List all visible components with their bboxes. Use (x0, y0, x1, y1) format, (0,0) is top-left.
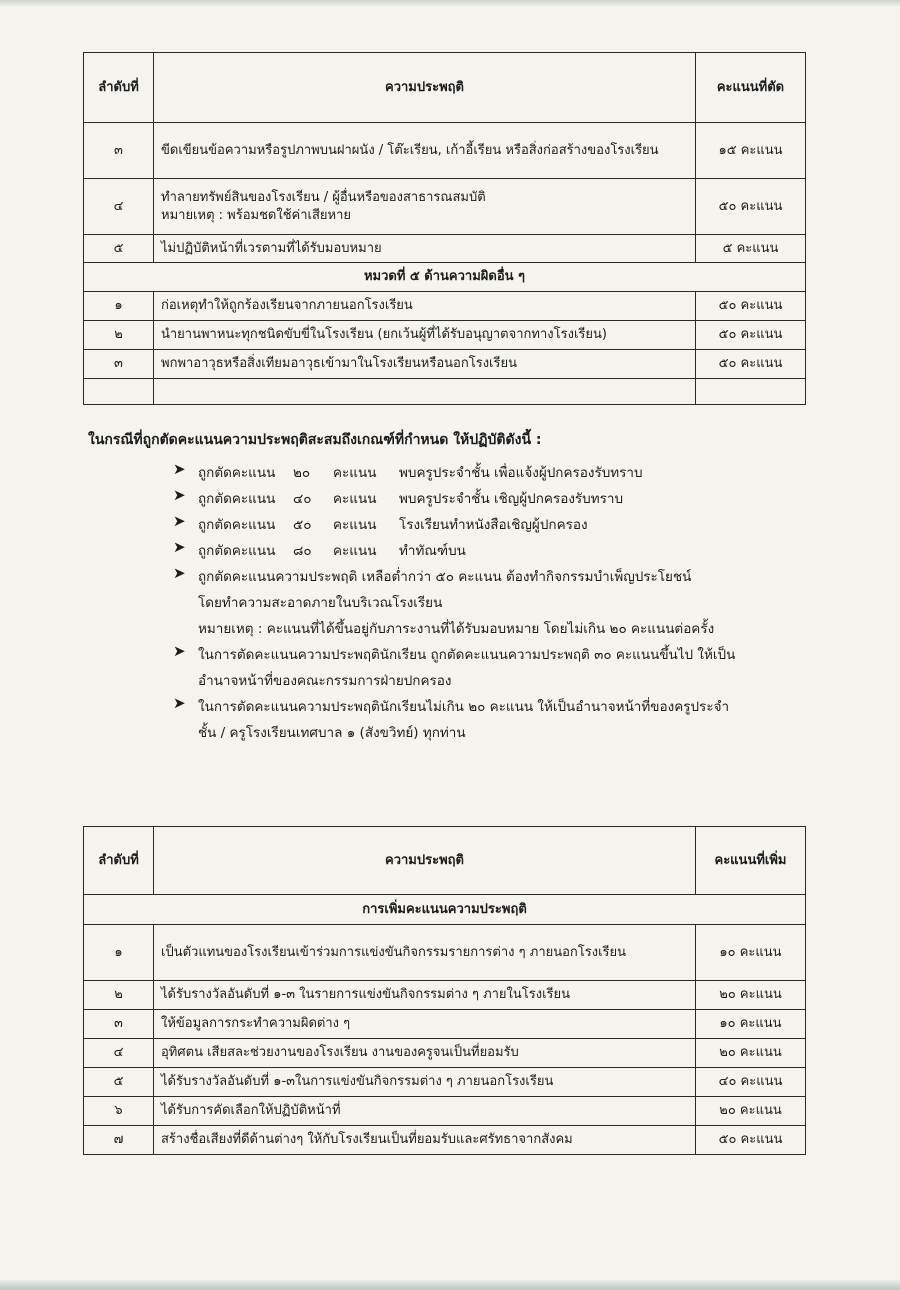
table-row (84, 925, 806, 981)
table-row (84, 350, 806, 379)
rule-note: หมายเหตุ : คะแนนที่ได้ขึ้นอยู่กับภาระงานที่ได้รับมอบหมาย โดยไม่เกิน ๒๐ คะแนนต่อครั้ง (198, 621, 715, 637)
section-row (84, 263, 806, 292)
table-header-row (84, 827, 806, 895)
arrow-bullet-icon: ➤ (173, 642, 186, 660)
arrow-bullet-icon: ➤ (173, 694, 186, 712)
row-index: ๓ (84, 350, 154, 379)
rule-label: ถูกตัดคะแนน (198, 517, 276, 533)
rule-label: ถูกตัดคะแนน (198, 543, 276, 559)
row-points: ๑๐ คะแนน (696, 1010, 806, 1039)
rule-line (198, 486, 828, 512)
table-header-row (84, 53, 806, 123)
row-points: ๕๐ คะแนน (696, 179, 806, 235)
row-index: ๖ (84, 1097, 154, 1126)
empty-cell (154, 379, 696, 405)
rule-item (88, 512, 828, 538)
table-row (84, 1039, 806, 1068)
arrow-bullet-icon: ➤ (173, 564, 186, 582)
row-text: ให้ข้อมูลการกระทำความผิดต่าง ๆ (154, 1010, 696, 1039)
header-behavior: ความประพฤติ (154, 827, 696, 895)
rule-item (88, 486, 828, 512)
row-text: เป็นตัวแทนของโรงเรียนเข้าร่วมการแข่งขันกิจกรรมรายการต่าง ๆ ภายนอกโรงเรียน (154, 925, 696, 981)
table-row (84, 981, 806, 1010)
rule-amount: ๒๐ (293, 465, 311, 481)
deduction-table (83, 52, 806, 405)
rule-line (198, 460, 828, 486)
rule-amount: ๘๐ (293, 543, 312, 559)
row-text: ทำลายทรัพย์สินของโรงเรียน / ผู้อื่นหรือของสาธารณสมบัติ (161, 189, 486, 205)
row-points: ๑๕ คะแนน (696, 123, 806, 179)
table-row (84, 1068, 806, 1097)
rule-item (88, 642, 828, 694)
header-behavior: ความประพฤติ (154, 53, 696, 123)
section-title: การเพิ่มคะแนนความประพฤติ (84, 895, 806, 925)
row-text: อุทิศตน เสียสละช่วยงานของโรงเรียน งานของครูจนเป็นที่ยอมรับ (154, 1039, 696, 1068)
bonus-table (83, 826, 806, 1155)
header-points: คะแนนที่เพิ่ม (696, 827, 806, 895)
rule-action: ทำทัณฑ์บน (399, 543, 466, 559)
table-row (84, 235, 806, 263)
row-text: ก่อเหตุทำให้ถูกร้องเรียนจากภายนอกโรงเรียน (154, 292, 696, 321)
arrow-bullet-icon: ➤ (173, 538, 186, 556)
row-text: พกพาอาวุธหรือสิ่งเทียมอาวุธเข้ามาในโรงเรียนหรือนอกโรงเรียน (154, 350, 696, 379)
rule-unit: คะแนน (333, 465, 377, 481)
rule-amount: ๕๐ (293, 517, 312, 533)
arrow-bullet-icon: ➤ (173, 460, 186, 478)
section-row (84, 895, 806, 925)
table-row (84, 179, 806, 235)
row-index: ๑ (84, 925, 154, 981)
header-index: ลำดับที่ (84, 827, 154, 895)
row-text: ไม่ปฏิบัติหน้าที่เวรตามที่ได้รับมอบหมาย (154, 235, 696, 263)
table-row (84, 321, 806, 350)
row-text: สร้างชื่อเสียงที่ดีด้านต่างๆ ให้กับโรงเรียนเป็นที่ยอมรับและศรัทธาจากสังคม (154, 1126, 696, 1155)
rule-label: ถูกตัดคะแนน (198, 465, 276, 481)
row-points: ๕ คะแนน (696, 235, 806, 263)
table-row (84, 1010, 806, 1039)
row-points: ๕๐ คะแนน (696, 321, 806, 350)
empty-row (84, 379, 806, 405)
header-points: คะแนนที่ตัด (696, 53, 806, 123)
rule-item (88, 694, 828, 746)
row-text: ได้รับรางวัลอันดับที่ ๑-๓ ในรายการแข่งขันกิจกรรมต่าง ๆ ภายในโรงเรียน (154, 981, 696, 1010)
row-index: ๔ (84, 1039, 154, 1068)
arrow-bullet-icon: ➤ (173, 486, 186, 504)
rule-unit: คะแนน (333, 517, 377, 533)
rule-line (198, 512, 828, 538)
table-row (84, 1126, 806, 1155)
empty-cell (84, 379, 154, 405)
row-index: ๗ (84, 1126, 154, 1155)
row-points: ๑๐ คะแนน (696, 925, 806, 981)
row-points: ๒๐ คะแนน (696, 1039, 806, 1068)
rule-action: พบครูประจำชั้น เชิญผู้ปกครองรับทราบ (399, 491, 624, 507)
empty-cell (696, 379, 806, 405)
header-index: ลำดับที่ (84, 53, 154, 123)
row-index: ๓ (84, 123, 154, 179)
row-points: ๕๐ คะแนน (696, 292, 806, 321)
row-points: ๕๐ คะแนน (696, 350, 806, 379)
rule-line: อำนาจหน้าที่ของคณะกรรมการฝ่ายปกครอง (198, 673, 452, 689)
rule-line: ในการตัดคะแนนความประพฤตินักเรียนไม่เกิน ๒๐ คะแนน ให้เป็นอำนาจหน้าที่ของครูประจำ (198, 699, 730, 715)
rule-amount: ๔๐ (293, 491, 312, 507)
rule-item (88, 564, 828, 642)
row-text: ขีดเขียนข้อความหรือรูปภาพบนฝาผนัง / โต๊ะเรียน, เก้าอี้เรียน หรือสิ่งก่อสร้างของโรงเรียน (154, 123, 696, 179)
row-index: ๒ (84, 321, 154, 350)
table-row (84, 1097, 806, 1126)
row-text: ได้รับการคัดเลือกให้ปฏิบัติหน้าที่ (154, 1097, 696, 1126)
row-index: ๑ (84, 292, 154, 321)
rule-item (88, 538, 828, 564)
rule-unit: คะแนน (333, 491, 377, 507)
rule-line: ถูกตัดคะแนนความประพฤติ เหลือต่ำกว่า ๕๐ คะแนน ต้องทำกิจกรรมบำเพ็ญประโยชน์ (198, 569, 692, 585)
rule-line: ชั้น / ครูโรงเรียนเทศบาล ๑ (สังขวิทย์) ทุกท่าน (198, 725, 466, 741)
rule-action: พบครูประจำชั้น เพื่อแจ้งผู้ปกครองรับทราบ (399, 465, 643, 481)
rule-line: ในการตัดคะแนนความประพฤตินักเรียน ถูกตัดคะแนนความประพฤติ ๓๐ คะแนนขึ้นไป ให้เป็น (198, 647, 736, 663)
scan-bottom-edge (0, 1280, 900, 1290)
rules-heading: ในกรณีที่ถูกตัดคะแนนความประพฤติสะสมถึงเกณฑ์ที่กำหนด ให้ปฏิบัติดังนี้ : (88, 432, 542, 448)
row-index: ๒ (84, 981, 154, 1010)
section-title: หมวดที่ ๕ ด้านความผิดอื่น ๆ (84, 263, 806, 292)
row-cell (154, 179, 696, 235)
row-index: ๕ (84, 1068, 154, 1097)
rule-unit: คะแนน (333, 543, 377, 559)
rules-section (88, 428, 828, 746)
rule-item (88, 460, 828, 486)
arrow-bullet-icon: ➤ (173, 512, 186, 530)
row-index: ๕ (84, 235, 154, 263)
row-text: ได้รับรางวัลอันดับที่ ๑-๓ในการแข่งขันกิจกรรมต่าง ๆ ภายนอกโรงเรียน (154, 1068, 696, 1097)
row-text: นำยานพาหนะทุกชนิดขับขี่ในโรงเรียน (ยกเว้นผู้ที่ได้รับอนุญาตจากทางโรงเรียน) (154, 321, 696, 350)
row-points: ๕๐ คะแนน (696, 1126, 806, 1155)
rule-action: โรงเรียนทำหนังสือเชิญผู้ปกครอง (399, 517, 588, 533)
table-row (84, 292, 806, 321)
row-points: ๒๐ คะแนน (696, 981, 806, 1010)
rule-label: ถูกตัดคะแนน (198, 491, 276, 507)
table-row (84, 123, 806, 179)
row-points: ๔๐ คะแนน (696, 1068, 806, 1097)
rule-line (198, 538, 828, 564)
row-note: หมายเหตุ : พร้อมชดใช้ค่าเสียหาย (161, 207, 351, 223)
row-index: ๔ (84, 179, 154, 235)
row-index: ๓ (84, 1010, 154, 1039)
rule-line: โดยทำความสะอาดภายในบริเวณโรงเรียน (198, 595, 443, 611)
row-points: ๒๐ คะแนน (696, 1097, 806, 1126)
